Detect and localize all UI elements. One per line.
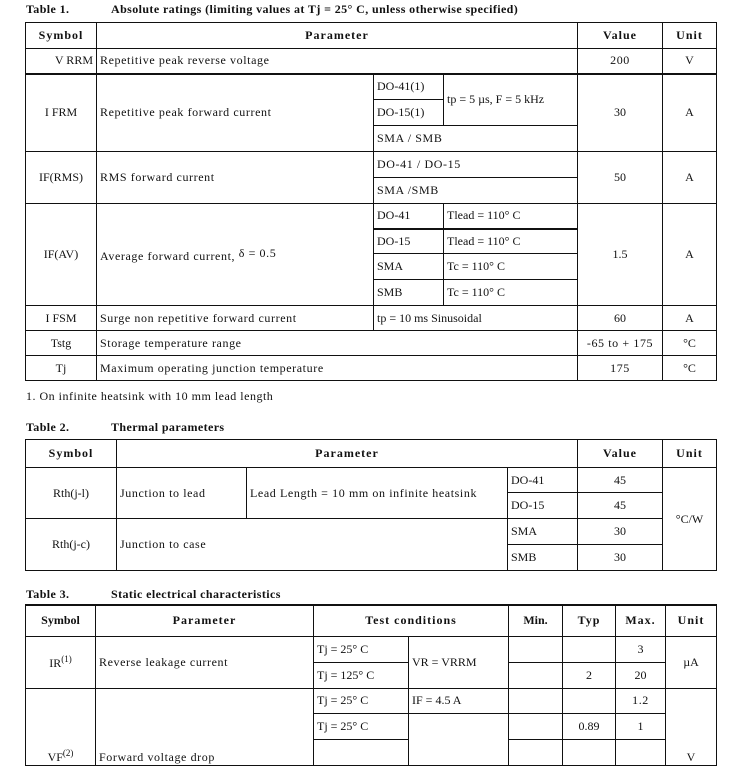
table1-footnote: 1. On infinite heatsink with 10 mm lead length: [26, 389, 274, 403]
header-unit: Unit: [663, 23, 717, 49]
thermal-parameters-table: Symbol Parameter Value Unit Rth(j-l) Junction to lead Lead Length = 10 mm on infinite heatsink DO-41 45 °C/W DO-15 45 Rth(j-c) Junction to case SMA 30 SMB 30: [25, 439, 717, 571]
header-max: Max.: [616, 605, 666, 636]
header-value: Value: [578, 23, 663, 49]
table-row: VF$^{(2)}$ Forward voltage drop Tj = 25° C IF = 4.5 A 1.2 V: [26, 688, 717, 713]
header-parameter: Parameter: [117, 440, 578, 468]
header-unit: Unit: [663, 440, 717, 468]
table-row: I FSM Surge non repetitive forward current tp = 10 ms Sinusoidal 60 A: [26, 306, 717, 331]
table3-caption: Table 3. Static electrical characteristics: [26, 587, 281, 601]
table-row: Rth(j-c) Junction to case SMA 30: [26, 519, 717, 545]
table1-caption: Table 1. Absolute ratings (limiting values at Tj = 25° C, unless otherwise specified): [26, 2, 519, 16]
header-symbol: Symbol: [26, 440, 117, 468]
table-row: I FRM Repetitive peak forward current DO-41(1) tp = 5 µs, F = 5 kHz 30 A: [26, 74, 717, 100]
header-value: Value: [578, 440, 663, 468]
table-row: IF(RMS) RMS forward current DO-41 / DO-15 50 A: [26, 152, 717, 178]
absolute-ratings-table: Symbol Parameter Value Unit V RRM Repetitive peak reverse voltage 200 V I FRM Repetitive peak forward current DO-41(1) tp = 5 µs, F = 5 kHz 30 A DO-15(1) SMA / SMB IF(RMS) RMS forward current DO-41 / DO-15 50 A SMA /SMB IF(AV) Average forward current, δ = 0.5 DO-41 Tlead = 110° C 1.5 A DO-15 Tlead = 110° C SMA Tc = 110° C SMB Tc = 110° C I FSM Surge non repetitive forward current tp = 10 ms Sinusoidal 60 A Tstg Storage temperature range -65 to + 175 °C Tj Maximum operating junction temperature 175 °C: [25, 22, 717, 381]
header-parameter: Parameter: [97, 23, 578, 49]
static-electrical-table: Symbol Parameter Test conditions Min. Typ Max. Unit IR$^{(1)}$ Reverse leakage current Tj = 25° C VR = VRRM 3 µA Tj = 125° C 2 20 VF$^{(2)}$ Forward voltage drop Tj = 25° C IF = 4.5 A 1.2 V Tj = 25° C 0.89 1: [25, 604, 717, 766]
header-symbol: Symbol: [26, 605, 96, 636]
header-unit: Unit: [666, 605, 717, 636]
header-test-conditions: Test conditions: [314, 605, 509, 636]
header-parameter: Parameter: [96, 605, 314, 636]
header-min: Min.: [509, 605, 563, 636]
table-row: IR$^{(1)}$ Reverse leakage current Tj = 25° C VR = VRRM 3 µA: [26, 636, 717, 662]
table-row: V RRM Repetitive peak reverse voltage 200 V: [26, 49, 717, 74]
header-typ: Typ: [563, 605, 616, 636]
table-row: Tj Maximum operating junction temperature 175 °C: [26, 356, 717, 381]
table-row: Rth(j-l) Junction to lead Lead Length = 10 mm on infinite heatsink DO-41 45 °C/W: [26, 468, 717, 493]
table-row: Tstg Storage temperature range -65 to + 175 °C: [26, 331, 717, 356]
table2-caption: Table 2. Thermal parameters: [26, 420, 225, 434]
table-row: IF(AV) Average forward current, δ = 0.5 DO-41 Tlead = 110° C 1.5 A: [26, 204, 717, 229]
header-symbol: Symbol: [26, 23, 97, 49]
